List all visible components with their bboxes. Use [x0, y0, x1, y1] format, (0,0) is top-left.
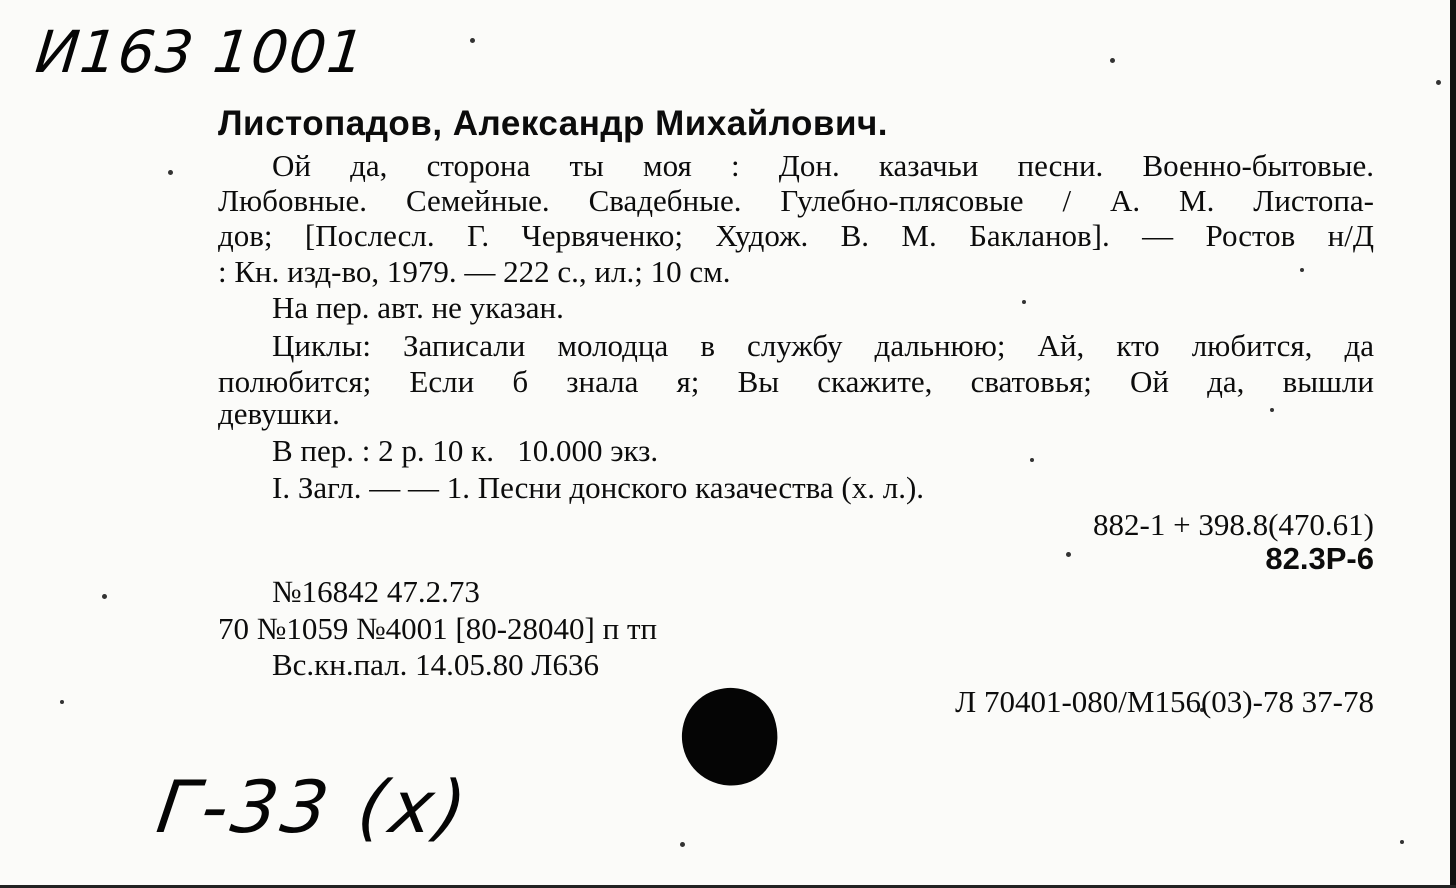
scan-speck: [470, 38, 475, 43]
handwritten-shelf-mark: Г-33 (х): [152, 765, 476, 849]
cycles-line: девушки.: [218, 396, 340, 431]
note-author: На пер. авт. не указан.: [272, 290, 564, 325]
order-line: №16842 47.2.73: [272, 574, 480, 609]
description-line: : Кн. изд-во, 1979. — 222 с., ил.; 10 см.: [218, 254, 731, 289]
classification-line: 882-1 + 398.8(470.61): [1093, 507, 1374, 542]
scan-speck: [1030, 458, 1034, 462]
scan-speck: [1436, 80, 1441, 85]
cycles-line: полюбится; Если б знала я; Вы скажите, сватовья; Ой да, вышли: [218, 364, 1374, 399]
price-line: В пер. : 2 р. 10 к. 10.000 экз.: [272, 433, 659, 468]
description-line: Любовные. Семейные. Свадебные. Гулебно-плясовые / А. М. Листопа-: [218, 183, 1374, 218]
handwritten-call-number: И163 1001: [32, 18, 369, 86]
card-edge-right: [1450, 0, 1456, 888]
record-line: 70 №1059 №4001 [80-28040] п тп: [218, 611, 658, 646]
scan-speck: [1066, 552, 1071, 557]
ink-blot: [669, 676, 791, 799]
classification-bold: 82.3Р-6: [1265, 541, 1374, 576]
description-line: Ой да, сторона ты моя : Дон. казачьи песни. Военно-бытовые.: [272, 148, 1374, 183]
scan-speck: [1110, 58, 1115, 63]
chamber-line: Вс.кн.пал. 14.05.80 Л636: [272, 647, 599, 682]
scan-speck: [168, 170, 173, 175]
index-line: Л 70401-080/М156(03)-78 37-78: [955, 684, 1374, 719]
scan-speck: [1022, 300, 1026, 304]
cycles-line: Циклы: Записали молодца в службу дальнюю; Ай, кто любится, да: [272, 328, 1374, 363]
author-heading: Листопадов, Александр Михайлович.: [218, 104, 888, 143]
scan-speck: [1400, 840, 1404, 844]
scan-speck: [1270, 408, 1274, 412]
scan-speck: [60, 700, 64, 704]
scan-speck: [102, 594, 107, 599]
tracings-line: I. Загл. — — 1. Песни донского казачества (х. л.).: [272, 470, 925, 505]
scan-speck: [680, 842, 685, 847]
description-line: дов; [Послесл. Г. Червяченко; Худож. В. М. Бакланов]. — Ростов н/Д: [218, 218, 1374, 253]
scan-speck: [1300, 268, 1304, 272]
